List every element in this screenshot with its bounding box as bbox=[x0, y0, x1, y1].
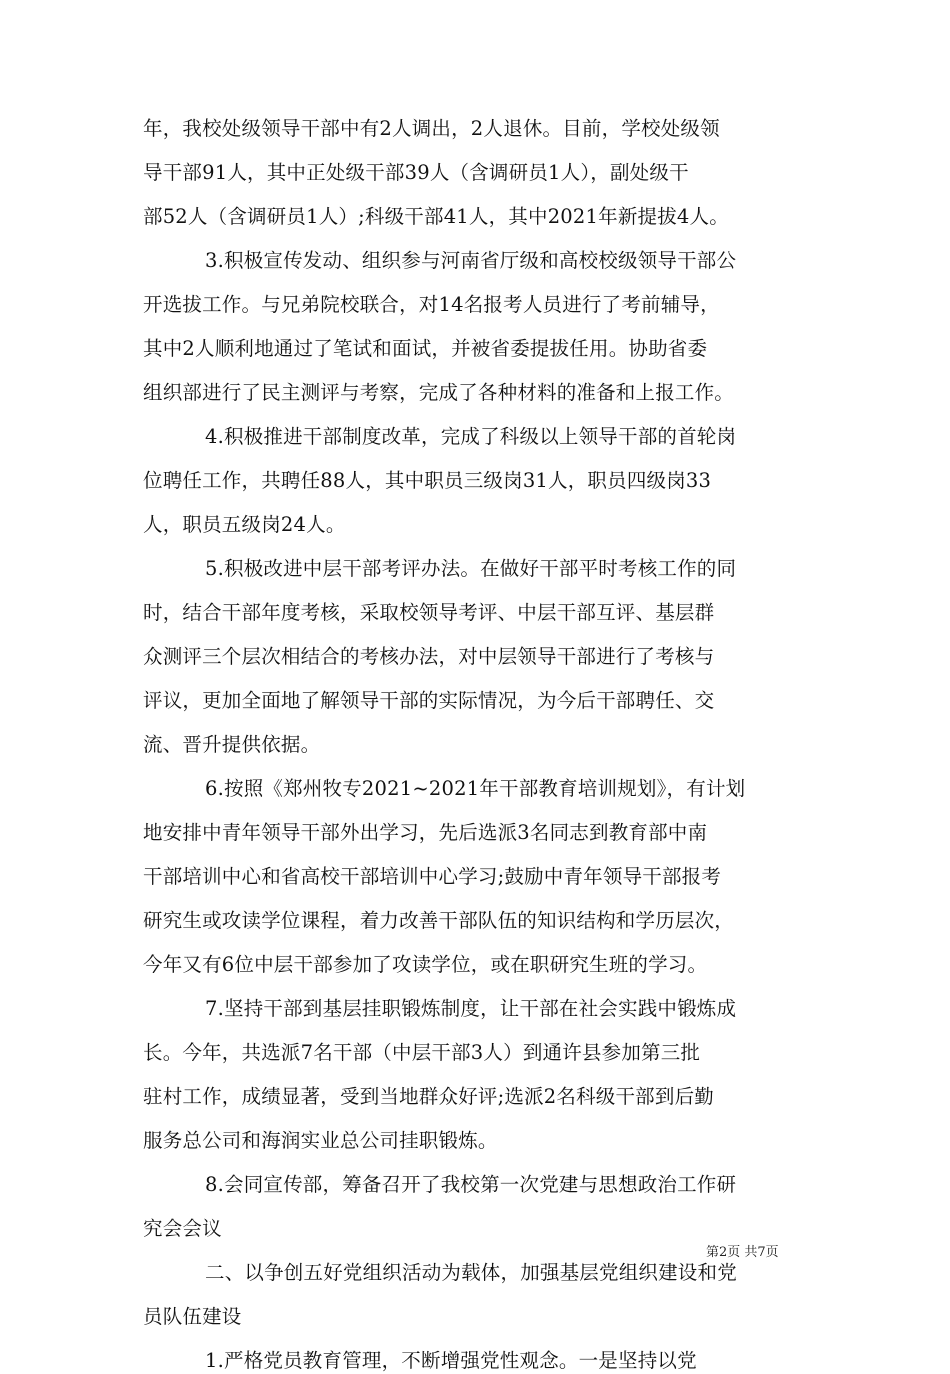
text-line: 究会会议 bbox=[143, 1217, 222, 1240]
text-line: 人，职员五级岗24人。 bbox=[143, 513, 346, 536]
text-line: 时，结合干部年度考核，采取校领导考评、中层干部互评、基层群 bbox=[143, 601, 715, 624]
text-line: 导干部91人，其中正处级干部39人（含调研员1人），副处级干 bbox=[143, 161, 689, 184]
text-line: 干部培训中心和省高校干部培训中心学习;鼓励中青年领导干部报考 bbox=[143, 865, 722, 888]
text-line: 其中2人顺利地通过了笔试和面试，并被省委提拔任用。协助省委 bbox=[143, 337, 708, 360]
text-line: 年，我校处级领导干部中有2人调出，2人退休。目前，学校处级领 bbox=[143, 117, 720, 140]
text-line: 评议，更加全面地了解领导干部的实际情况，为今后干部聘任、交 bbox=[143, 689, 715, 712]
text-line: 今年又有6位中层干部参加了攻读学位，或在职研究生班的学习。 bbox=[143, 953, 708, 976]
text-line: 服务总公司和海润实业总公司挂职锻炼。 bbox=[143, 1129, 498, 1152]
page-number: 第2页 共7页 bbox=[706, 1245, 779, 1260]
text-line: 驻村工作，成绩显著，受到当地群众好评;选派2名科级干部到后勤 bbox=[143, 1085, 714, 1108]
paragraph-start-5: 5.积极改进中层干部考评办法。在做好干部平时考核工作的同 bbox=[205, 557, 737, 580]
text-line: 部52人（含调研员1人）;科级干部41人，其中2021年新提拔4人。 bbox=[143, 205, 729, 228]
text-line: 地安排中青年领导干部外出学习，先后选派3名同志到教育部中南 bbox=[143, 821, 708, 844]
text-line: 员队伍建设 bbox=[143, 1305, 242, 1328]
text-line: 众测评三个层次相结合的考核办法，对中层领导干部进行了考核与 bbox=[143, 645, 715, 668]
text-line: 开选拔工作。与兄弟院校联合，对14名报考人员进行了考前辅导， bbox=[143, 293, 720, 316]
text-line: 研究生或攻读学位课程，着力改善干部队伍的知识结构和学历层次， bbox=[143, 909, 735, 932]
paragraph-start-4: 4.积极推进干部制度改革，完成了科级以上领导干部的首轮岗 bbox=[205, 425, 737, 448]
text-line: 长。今年，共选派7名干部（中层干部3人）到通许县参加第三批 bbox=[143, 1041, 701, 1064]
paragraph-start-7: 7.坚持干部到基层挂职锻炼制度，让干部在社会实践中锻炼成 bbox=[205, 997, 737, 1020]
text-line: 位聘任工作，共聘任88人，其中职员三级岗31人，职员四级岗33 bbox=[143, 469, 712, 492]
paragraph-start-2-1: 1.严格党员教育管理，不断增强党性观念。一是坚持以党 bbox=[205, 1349, 697, 1372]
text-line: 流、晋升提供依据。 bbox=[143, 733, 321, 756]
text-line: 组织部进行了民主测评与考察，完成了各种材料的准备和上报工作。 bbox=[143, 381, 735, 404]
section-heading-2: 二、以争创五好党组织活动为载体，加强基层党组织建设和党 bbox=[205, 1261, 737, 1284]
paragraph-start-8: 8.会同宣传部，筹备召开了我校第一次党建与思想政治工作研 bbox=[205, 1173, 737, 1196]
paragraph-start-3: 3.积极宣传发动、组织参与河南省厅级和高校校级领导干部公 bbox=[205, 249, 737, 272]
paragraph-start-6: 6.按照《郑州牧专2021~2021年干部教育培训规划》，有计划 bbox=[205, 777, 746, 800]
